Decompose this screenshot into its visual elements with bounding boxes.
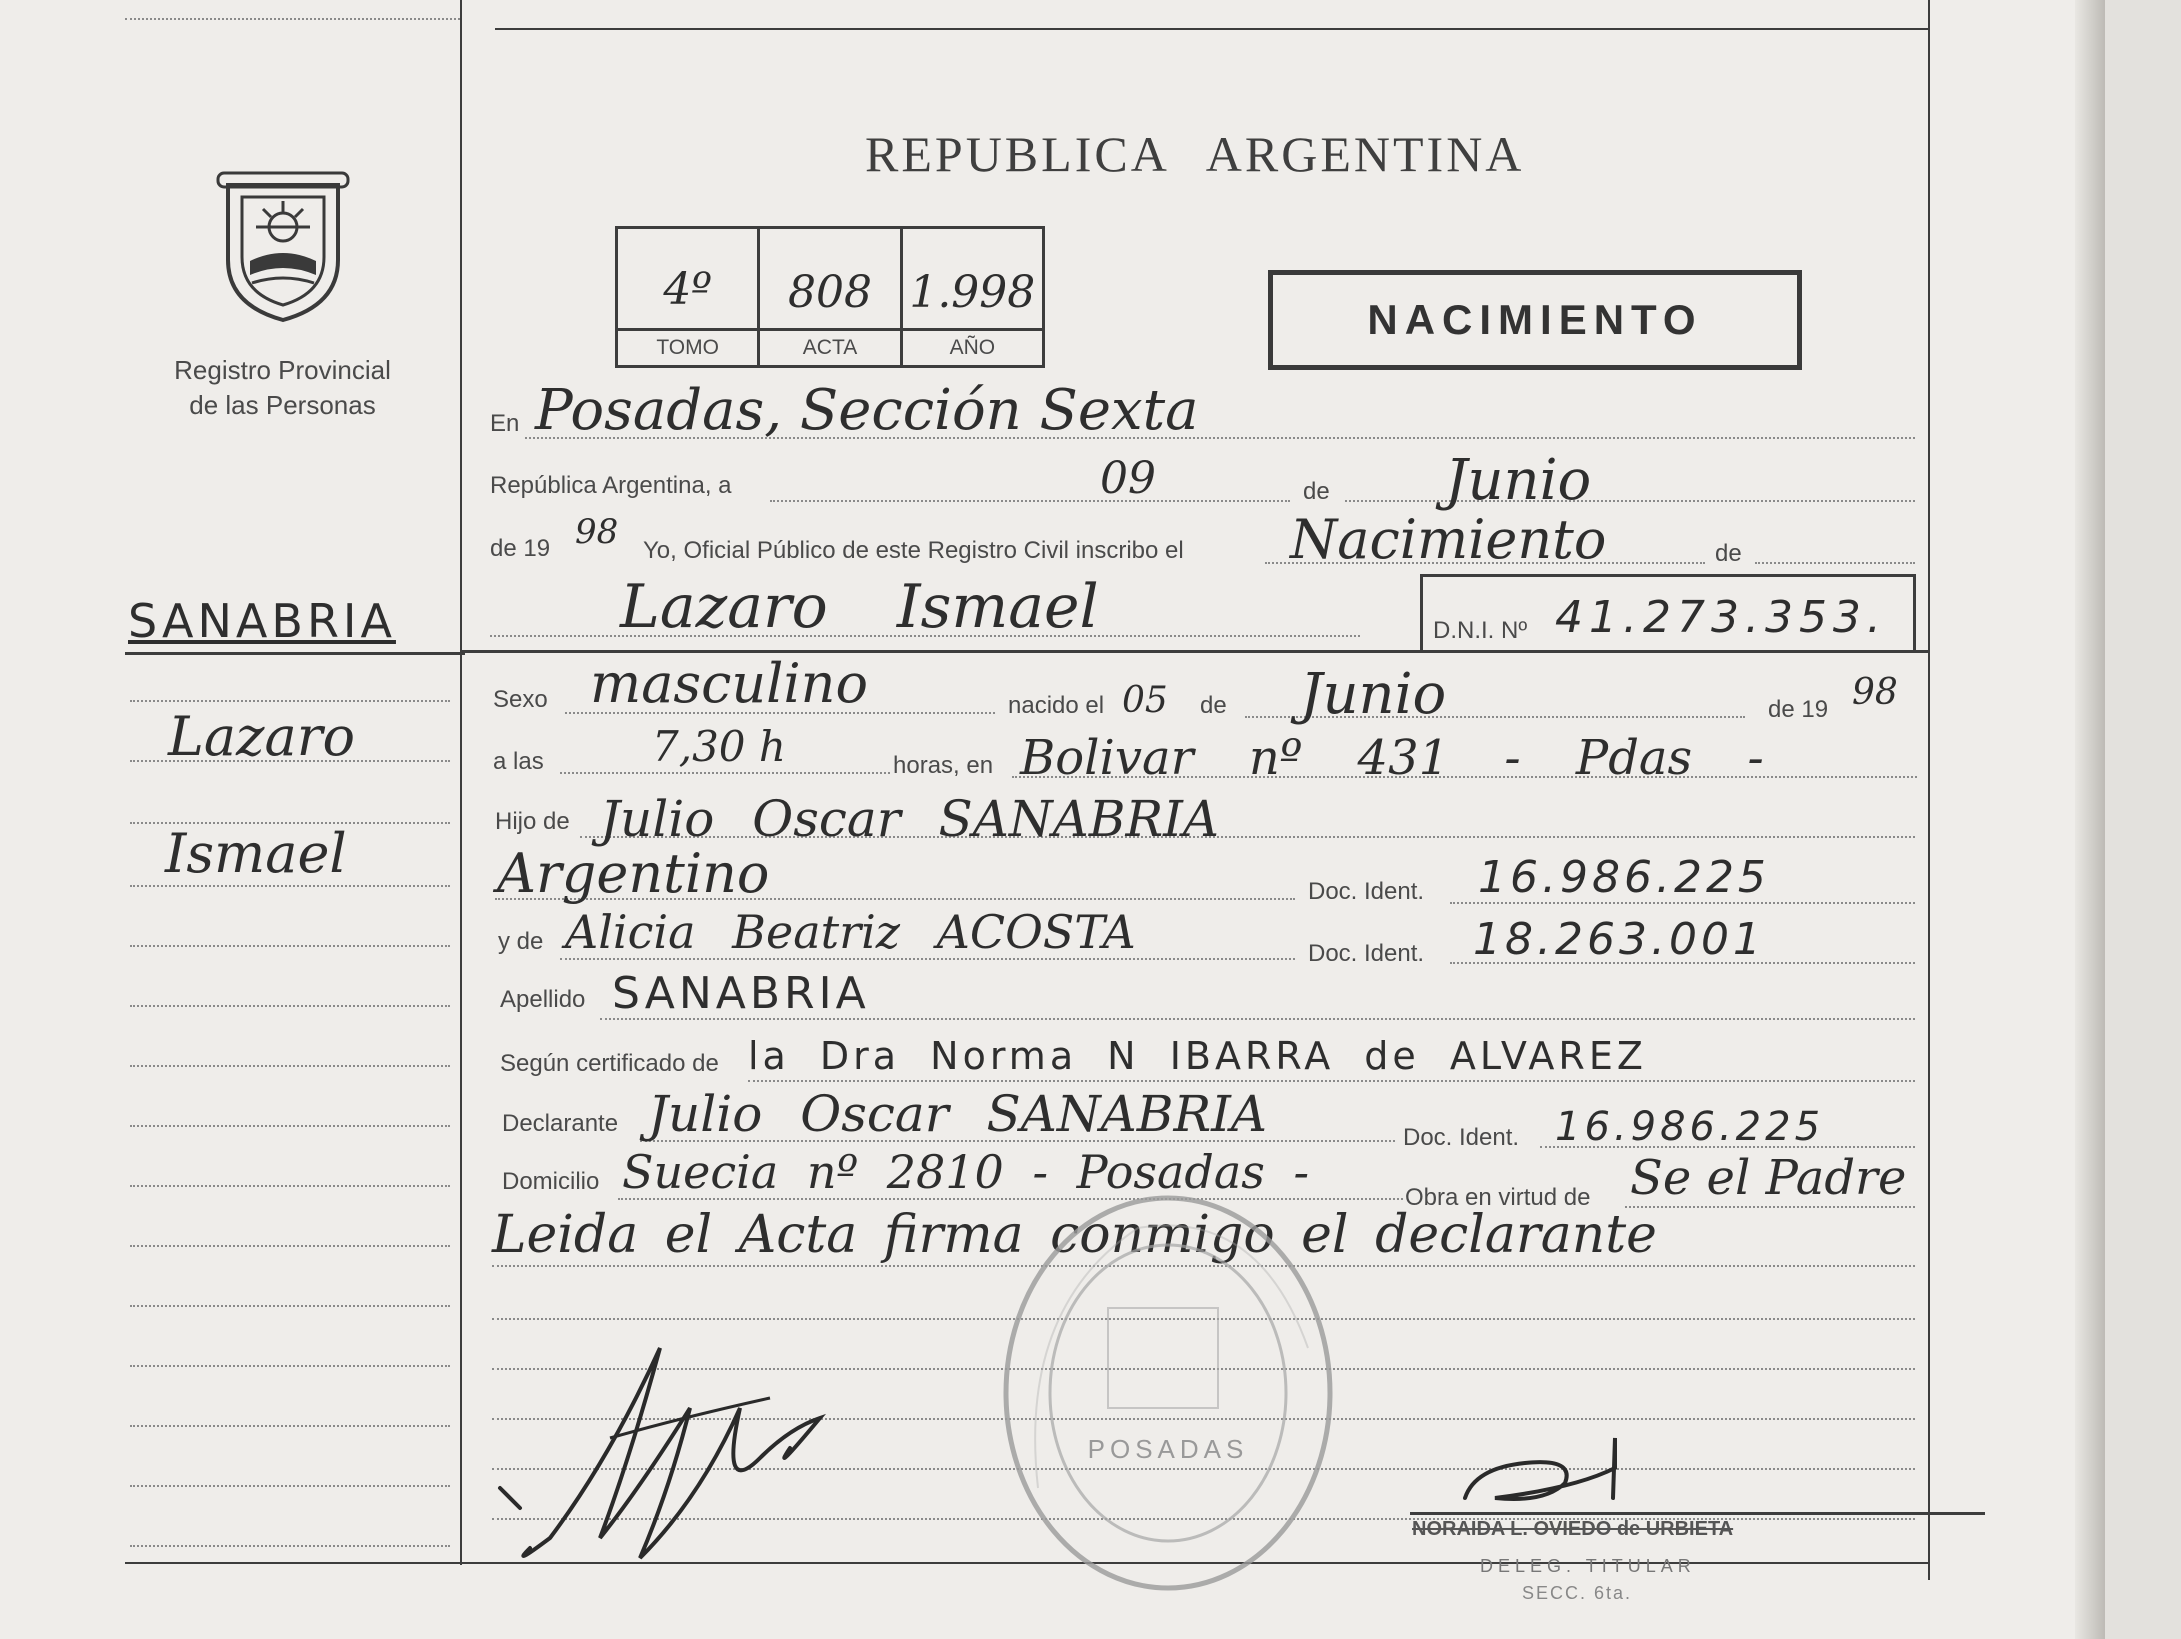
value-month: Junio <box>1445 448 1592 513</box>
signature-line <box>1410 1512 1985 1515</box>
label-dni: D.N.I. Nº <box>1433 617 1528 644</box>
margin-line <box>130 1185 450 1187</box>
official-stamp <box>998 1188 1338 1598</box>
record-type-box <box>1268 270 1802 370</box>
agency-name-line1: Registro Provincial <box>174 355 391 385</box>
value-father-name: Julio Oscar SANABRIA <box>600 790 1219 848</box>
value-birth-place: Bolivar nº 431 - Pdas - <box>1020 730 1764 786</box>
value-child-name: Lazaro Ismael <box>620 572 1099 642</box>
label-alas: a las <box>493 748 544 775</box>
margin-line <box>130 822 450 824</box>
next-page-strip <box>2105 0 2181 1639</box>
value-father-nationality: Argentino <box>497 842 770 905</box>
label-apellido: Apellido <box>500 986 586 1013</box>
official-signature <box>1455 1428 1675 1518</box>
margin-line <box>130 1005 450 1007</box>
margin-line <box>130 1365 450 1367</box>
label-de-person: de <box>1715 540 1742 567</box>
value-declarante: Julio Oscar SANABRIA <box>648 1085 1267 1143</box>
margin-surname: SANABRIA <box>128 594 396 648</box>
value-sexo: masculino <box>590 652 868 715</box>
margin-line <box>130 1545 450 1547</box>
line-month <box>1345 500 1915 502</box>
label-de-birth: de <box>1200 692 1227 719</box>
value-day: 09 <box>1100 453 1156 504</box>
margin-name1: Lazaro <box>168 705 356 768</box>
value-obra: Se el Padre <box>1630 1150 1907 1206</box>
label-domicilio: Domicilio <box>502 1168 600 1195</box>
value-birth-month: Junio <box>1300 662 1447 727</box>
label-doc-mother: Doc. Ident. <box>1308 940 1425 967</box>
label-declarante: Declarante <box>502 1110 619 1137</box>
stamp-center-text: POSADAS <box>1087 1434 1249 1464</box>
province-seal-icon <box>208 165 358 325</box>
label-en: En <box>490 410 520 437</box>
value-mother-name: Alicia Beatriz ACOSTA <box>565 905 1136 959</box>
label-republica: República Argentina, a <box>490 472 732 499</box>
official-section: SECC. 6ta. <box>1522 1583 1633 1603</box>
label-de-month: de <box>1303 478 1330 505</box>
value-mother-doc: 18.263.001 <box>1473 914 1765 965</box>
margin-line <box>130 1425 450 1427</box>
value-birth-year: 98 <box>1852 672 1898 713</box>
value-place: Posadas, Sección Sexta <box>535 378 1199 443</box>
agency-name-line2: de las Personas <box>189 390 376 420</box>
label-horas: horas, en <box>893 752 994 779</box>
margin-line <box>130 1245 450 1247</box>
record-box-ano: 1.998 AÑO <box>903 229 1042 365</box>
label-de19-birth: de 19 <box>1768 696 1829 723</box>
margin-divider <box>460 0 462 1565</box>
declarant-signature <box>490 1338 850 1578</box>
closing-text: Leida el Acta firma conmigo el declarante <box>492 1205 1657 1265</box>
margin-rule <box>125 652 465 655</box>
value-dni: 41.273.353. <box>1555 592 1887 643</box>
value-domicilio: Suecia nº 2810 - Posadas - <box>622 1145 1310 1199</box>
margin-line <box>130 1125 450 1127</box>
line-time <box>560 772 890 774</box>
label-obra: Obra en virtud de <box>1405 1184 1591 1211</box>
top-rule-left <box>125 18 460 20</box>
record-box-tomo: 4º TOMO <box>618 229 760 365</box>
value-act-type: Nacimiento <box>1290 508 1607 571</box>
record-box-acta: 808 ACTA <box>760 229 902 365</box>
margin-line <box>130 1065 450 1067</box>
margin-line <box>130 1305 450 1307</box>
value-time: 7,30 h <box>652 722 786 771</box>
label-sexo: Sexo <box>493 686 548 713</box>
margin-line <box>130 885 450 887</box>
line-certificado <box>748 1080 1915 1082</box>
margin-line <box>130 945 450 947</box>
top-rule <box>495 28 1930 30</box>
record-type-label: NACIMIENTO <box>1367 296 1703 343</box>
value-certificado: la Dra Norma N IBARRA de ALVAREZ <box>748 1034 1647 1078</box>
margin-name2: Ismael <box>165 822 347 885</box>
label-yde: y de <box>498 928 544 955</box>
value-declarante-doc: 16.986.225 <box>1555 1104 1825 1150</box>
right-border <box>1928 0 1930 1580</box>
value-father-doc: 16.986.225 <box>1478 852 1770 903</box>
label-hijo: Hijo de <box>495 808 570 835</box>
value-year: 98 <box>575 512 619 552</box>
value-birth-day: 05 <box>1122 680 1168 721</box>
label-de19: de 19 <box>490 535 551 562</box>
page-edge <box>2075 0 2105 1639</box>
value-apellido: SANABRIA <box>612 968 870 1019</box>
label-nacido: nacido el <box>1008 692 1105 719</box>
label-oficial: Yo, Oficial Público de este Registro Civil inscribo el <box>643 537 1184 564</box>
margin-line <box>130 700 450 702</box>
label-doc-declarante: Doc. Ident. <box>1403 1124 1520 1151</box>
record-box <box>615 226 1045 368</box>
line-day <box>770 500 1290 502</box>
margin-line <box>130 1485 450 1487</box>
official-title: DELEG. TITULAR <box>1480 1556 1696 1576</box>
label-doc-father: Doc. Ident. <box>1308 878 1425 905</box>
official-name: NORAIDA L. OVIEDO de URBIETA <box>1412 1518 1734 1540</box>
line-de-person <box>1755 562 1915 564</box>
label-segun: Según certificado de <box>500 1050 719 1077</box>
margin-line <box>130 760 450 762</box>
line-obra <box>1625 1206 1915 1208</box>
country-title: REPUBLICA ARGENTINA <box>865 126 1525 182</box>
